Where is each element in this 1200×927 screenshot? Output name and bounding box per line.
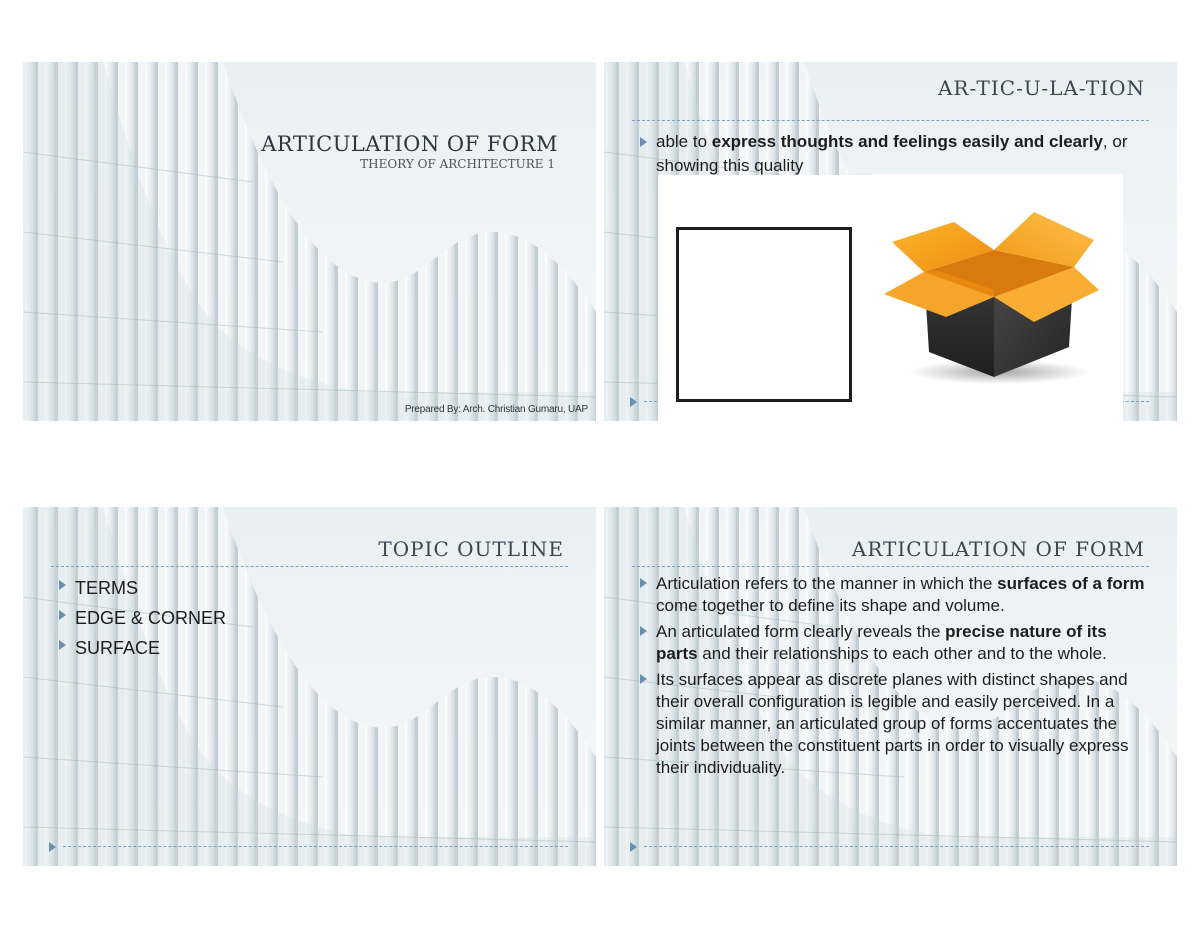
slide-subtitle: THEORY OF ARCHITECTURE 1 — [360, 157, 555, 171]
slide-heading: ARTICULATION OF FORM — [851, 537, 1145, 561]
footer-divider — [63, 846, 568, 847]
heading-divider — [632, 566, 1149, 567]
open-box-icon — [884, 212, 1099, 387]
slide-heading: TOPIC OUTLINE — [378, 537, 564, 561]
content-list — [636, 573, 1152, 783]
heading-divider — [51, 566, 568, 567]
bullet-bold-text: express thoughts and feelings easily and clearly — [711, 132, 1103, 151]
bullet-text: An articulated form clearly reveals the — [656, 622, 946, 641]
list-item: Its surfaces appear as discrete planes with distinct shapes and their overall configuration is legible and easily perceived. In a similar manner, an articulated group of forms accentuates the joints between the constituent parts in order to visually express their individuality. — [636, 669, 1152, 779]
list-item: EDGE & CORNER — [55, 603, 226, 633]
slide-articulation-of-form — [604, 507, 1177, 866]
bullet-bold-text: precise nature of its parts — [656, 622, 1107, 663]
slide-title — [23, 62, 596, 421]
slide-title-heading: ARTICULATION OF FORM — [261, 132, 558, 156]
square-outline — [676, 227, 852, 402]
list-item: TERMS — [55, 573, 226, 603]
slide-topic-outline — [23, 507, 596, 866]
topic-list — [55, 573, 226, 663]
prepared-by-credit: Prepared By: Arch. Christian Gumaru, UAP — [404, 404, 588, 415]
list-item — [636, 621, 1152, 665]
heading-divider — [632, 120, 1149, 121]
bullet-text: , or showing this quality — [656, 132, 1128, 175]
bullet-text: able to — [656, 132, 712, 151]
footer-arrow-icon — [49, 842, 56, 852]
list-item — [636, 573, 1152, 617]
bullet-text: come together to define its shape and volume. — [656, 596, 1005, 615]
architecture-background-image — [23, 62, 596, 421]
footer-arrow-icon — [630, 842, 637, 852]
footer-arrow-icon — [630, 397, 637, 407]
bullet-text: Articulation refers to the manner in which the — [656, 574, 998, 593]
slide-articulation-definition — [604, 62, 1177, 421]
slide-heading: AR-TIC-U-LA-TION — [937, 76, 1145, 100]
definition-bullet — [636, 130, 1136, 178]
footer-divider — [644, 846, 1149, 847]
bullet-text: and their relationships to each other and to the whole. — [697, 644, 1107, 663]
list-item: SURFACE — [55, 633, 226, 663]
bullet-bold-text: surfaces of a form — [997, 574, 1145, 593]
definition-list — [636, 130, 1136, 178]
